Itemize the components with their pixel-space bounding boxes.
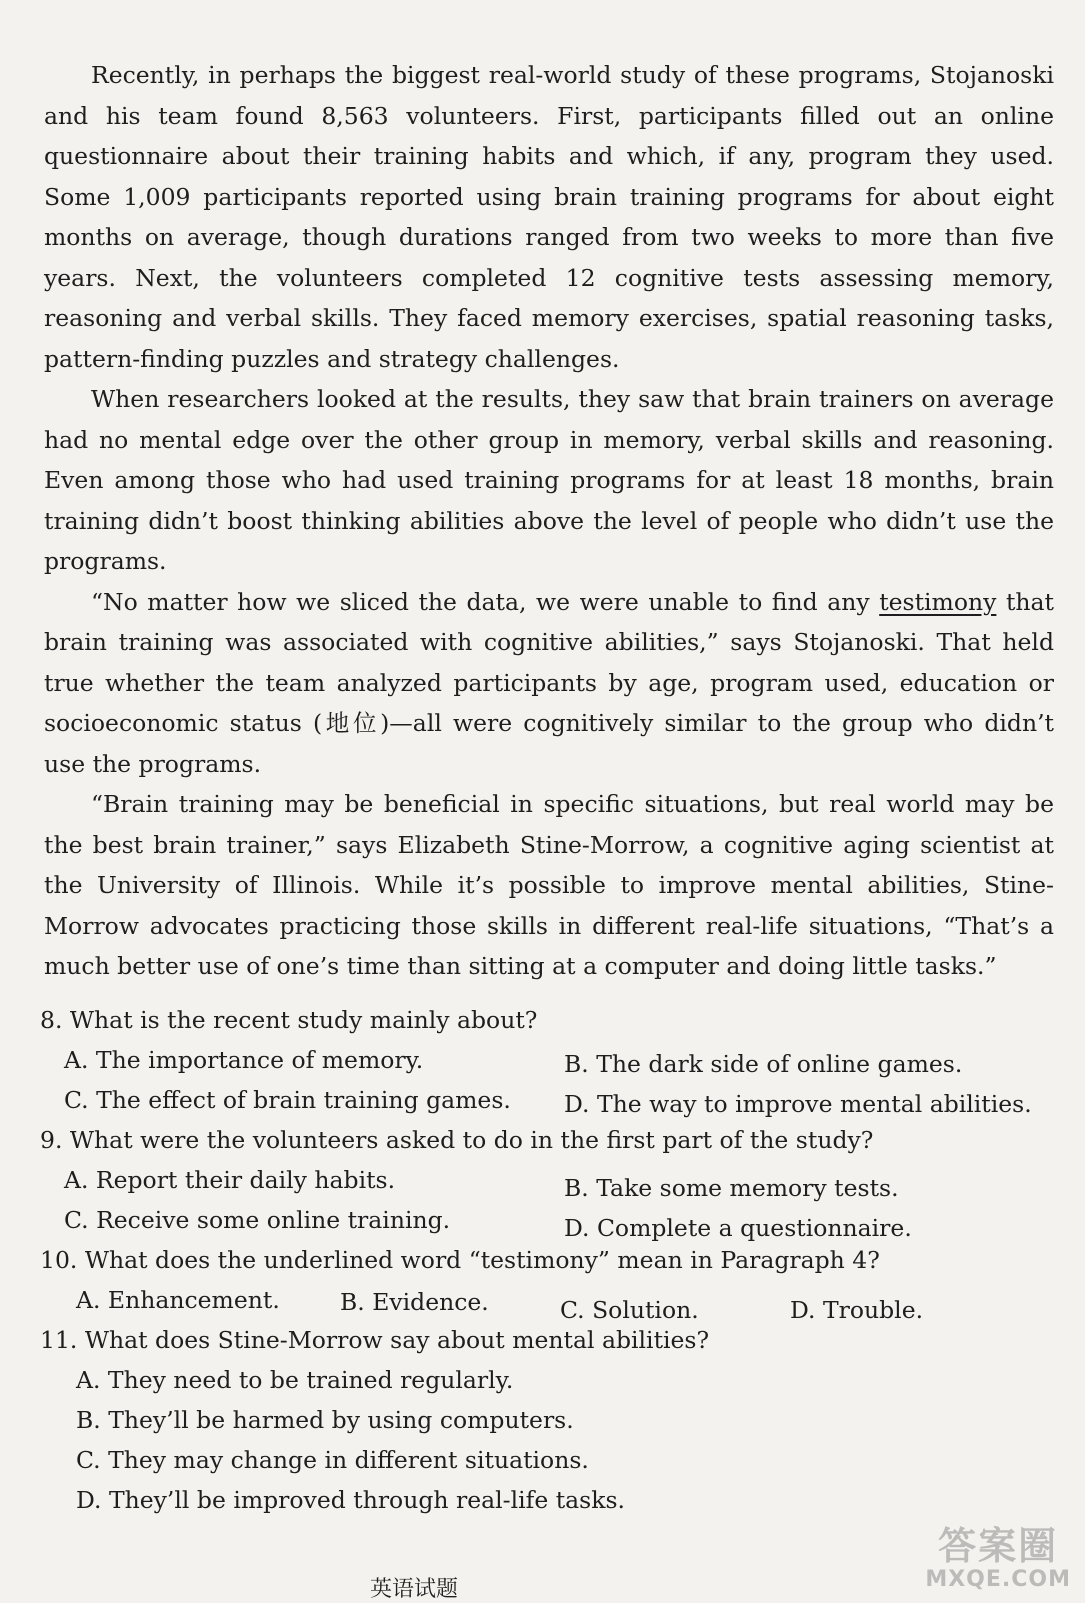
- paragraph-2: When researchers looked at the results, they saw that brain trainers on average had no mental edge over the other group in memory, verbal skills and reasoning. Even among those who had used training programs for at least 18 months, brain training didn’t boost thinking abilities above the level of people who didn’t use the programs.: [44, 385, 1054, 575]
- question-8-options: [40, 1040, 1060, 1120]
- paragraph-1: Recently, in perhaps the biggest real-world study of these programs, Stojanoski and his team found 8,563 volunteers. First, participants filled out an online questionnaire about their training habits and which, if any, program they used. Some 1,009 participants reported using brain training programs for about eight months on average, though durations ranged from two weeks to more than five years. Next, the volunteers completed 12 cognitive tests assessing memory, reasoning and verbal skills. They faced memory exercises, spatial reasoning tasks, pattern-finding puzzles and strategy challenges.: [44, 61, 1054, 373]
- question-11: 11. What does Stine-Morrow say about mental abilities?: [40, 1326, 710, 1354]
- underlined-word: testimony: [879, 587, 997, 616]
- watermark-logo: [925, 1526, 1071, 1592]
- reading-passage: [44, 55, 1054, 987]
- question-10-options: [40, 1280, 1060, 1324]
- option-8b[interactable]: B. The dark side of online games.: [564, 1050, 963, 1078]
- option-11a[interactable]: A. They need to be trained regularly.: [76, 1366, 514, 1394]
- option-8a[interactable]: A. The importance of memory.: [64, 1046, 424, 1074]
- question-list: [40, 1000, 1060, 1520]
- paragraph-4: “Brain training may be beneficial in specific situations, but real world may be the best brain trainer,” says Elizabeth Stine-Morrow, a cognitive aging scientist at the University of Illinois. While it’s possible to improve mental abilities, Stine-Morrow advocates practicing those skills in different real-life situations, “That’s a much better use of one’s time than sitting at a computer and doing little tasks.”: [44, 790, 1054, 980]
- option-11c[interactable]: C. They may change in different situations.: [76, 1446, 589, 1474]
- option-9c[interactable]: C. Receive some online training.: [64, 1206, 451, 1234]
- watermark-url: MXQE.COM: [925, 1566, 1071, 1592]
- question-11-options: [40, 1360, 1060, 1520]
- question-9: 9. What were the volunteers asked to do in the first part of the study?: [40, 1126, 874, 1154]
- option-10a[interactable]: A. Enhancement.: [76, 1286, 280, 1314]
- option-8d[interactable]: D. The way to improve mental abilities.: [564, 1090, 1032, 1118]
- watermark-brand: 答案圈: [938, 1524, 1059, 1569]
- page-footer: 英语试题: [370, 1577, 459, 1602]
- question-8: 8. What is the recent study mainly about?: [40, 1006, 538, 1034]
- option-11b[interactable]: B. They’ll be harmed by using computers.: [76, 1406, 574, 1434]
- option-10c[interactable]: C. Solution.: [560, 1296, 699, 1324]
- question-10: 10. What does the underlined word “testimony” mean in Paragraph 4?: [40, 1246, 880, 1274]
- option-10b[interactable]: B. Evidence.: [340, 1288, 489, 1316]
- option-11d[interactable]: D. They’ll be improved through real-life tasks.: [76, 1486, 625, 1514]
- paragraph-3-start: “No matter how we sliced the data, we were unable to find any: [91, 587, 880, 616]
- paragraph-3: [44, 582, 1054, 785]
- question-9-options: [40, 1160, 1060, 1240]
- paragraph-3-end: that brain training was associated with cognitive abilities,” says Stojanoski. That held true whether the team analyzed participants by age, program used, education or socioeconomic status (地位)—all were cognitively similar to the group who didn’t use the programs.: [44, 587, 1054, 778]
- option-9a[interactable]: A. Report their daily habits.: [64, 1166, 396, 1194]
- option-9b[interactable]: B. Take some memory tests.: [564, 1174, 899, 1202]
- option-8c[interactable]: C. The effect of brain training games.: [64, 1086, 511, 1114]
- option-9d[interactable]: D. Complete a questionnaire.: [564, 1214, 912, 1242]
- option-10d[interactable]: D. Trouble.: [790, 1296, 924, 1324]
